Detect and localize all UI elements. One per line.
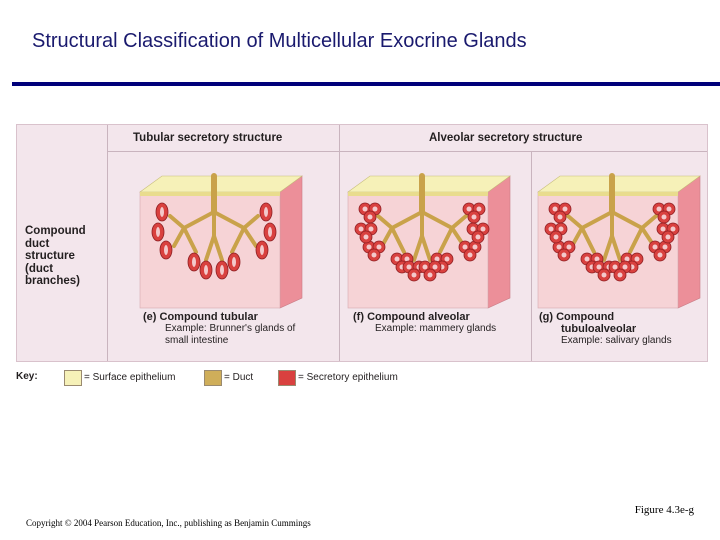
alveolus-lumen	[473, 245, 478, 250]
alveolus-lumen	[635, 257, 640, 262]
caption-title: Compound tubular	[159, 311, 258, 323]
alveolus-lumen	[671, 227, 676, 232]
alveolus-lumen	[613, 265, 618, 270]
caption-title: Compound alveolar	[367, 311, 470, 323]
alveolus-lumen	[653, 245, 658, 250]
surface-epithelium	[538, 176, 700, 192]
alveolus-lumen	[463, 245, 468, 250]
alveolus-lumen	[468, 253, 473, 258]
alveolus-lumen	[597, 265, 602, 270]
caption-title: Compound	[556, 311, 615, 323]
caption-letter: (f)	[353, 311, 364, 323]
alveolus-lumen	[618, 273, 623, 278]
tubule-lumen	[220, 265, 224, 275]
alveolus-lumen	[359, 227, 364, 232]
tissue-side-face	[280, 176, 302, 308]
tubule-lumen	[260, 245, 264, 255]
alveolus-lumen	[372, 253, 377, 258]
alveolus-lumen	[369, 227, 374, 232]
caption-example: Example: Brunner's glands of	[165, 323, 296, 334]
figure-reference: Figure 4.3e-g	[634, 504, 694, 516]
row-label-line: duct	[25, 237, 50, 250]
title-rule	[12, 82, 720, 86]
alveolus-lumen	[477, 207, 482, 212]
alveolus-lumen	[567, 245, 572, 250]
caption-title: tubuloalveolar	[561, 323, 637, 335]
gland-illustrations	[16, 124, 706, 360]
alveolus-lumen	[662, 215, 667, 220]
copyright: Copyright © 2004 Pearson Education, Inc., publishing as Benjamin Cummings	[26, 518, 311, 528]
alveolus-lumen	[553, 207, 558, 212]
slide-title: Structural Classification of Multicellular Exocrine Glands	[32, 30, 527, 52]
tubule-lumen	[268, 227, 272, 237]
swatch-duct	[204, 370, 222, 386]
alveolus-lumen	[471, 227, 476, 232]
swatch-surface-epithelium	[64, 370, 82, 386]
alveolus-lumen	[428, 273, 433, 278]
alveolus-lumen	[559, 227, 564, 232]
row-label-line: (duct	[25, 262, 54, 275]
alveolus-lumen	[557, 245, 562, 250]
key-legend	[16, 370, 436, 386]
key-label: Key:	[16, 371, 38, 382]
caption-letter: (g)	[539, 311, 554, 323]
alveolus-lumen	[412, 273, 417, 278]
alveolus-lumen	[657, 207, 662, 212]
alveolus-lumen	[445, 257, 450, 262]
caption-letter: (e)	[143, 311, 157, 323]
tubule-lumen	[204, 265, 208, 275]
alveolus-lumen	[562, 253, 567, 258]
key-item-secretory-epithelium: = Secretory epithelium	[298, 372, 398, 383]
row-label-line: Compound	[25, 225, 86, 237]
alveolus-lumen	[585, 257, 590, 262]
alveolus-lumen	[476, 235, 481, 240]
alveolus-lumen	[373, 207, 378, 212]
tubule-lumen	[264, 207, 268, 217]
alveolus-lumen	[658, 253, 663, 258]
alveolus-lumen	[623, 265, 628, 270]
alveolus-lumen	[467, 207, 472, 212]
alveolus-lumen	[368, 215, 373, 220]
alveolus-lumen	[666, 235, 671, 240]
header-tubular: Tubular secretory structure	[133, 132, 283, 144]
surface-epithelium-edge	[348, 192, 488, 196]
alveolus-lumen	[364, 235, 369, 240]
alveolus-lumen	[554, 235, 559, 240]
surface-epithelium	[140, 176, 302, 192]
row-label-line: structure	[25, 250, 75, 262]
key-item-surface-epithelium: = Surface epithelium	[84, 372, 176, 383]
alveolus-lumen	[663, 245, 668, 250]
alveolus-lumen	[481, 227, 486, 232]
alveolus-lumen	[423, 265, 428, 270]
tubule-lumen	[192, 257, 196, 267]
tubule-lumen	[156, 227, 160, 237]
caption-example: Example: salivary glands	[561, 335, 672, 346]
tubule-lumen	[160, 207, 164, 217]
surface-epithelium	[348, 176, 510, 192]
alveolus-lumen	[563, 207, 568, 212]
alveolus-lumen	[433, 265, 438, 270]
alveolus-lumen	[472, 215, 477, 220]
tubule-lumen	[232, 257, 236, 267]
alveolus-lumen	[363, 207, 368, 212]
surface-epithelium-edge	[538, 192, 678, 196]
alveolus-lumen	[377, 245, 382, 250]
alveolus-lumen	[661, 227, 666, 232]
alveolus-lumen	[367, 245, 372, 250]
alveolus-lumen	[558, 215, 563, 220]
surface-epithelium-edge	[140, 192, 280, 196]
tubule-lumen	[164, 245, 168, 255]
alveolus-lumen	[667, 207, 672, 212]
alveolus-lumen	[549, 227, 554, 232]
alveolus-lumen	[395, 257, 400, 262]
row-label-line: branches)	[25, 275, 80, 287]
tissue-side-face	[488, 176, 510, 308]
header-alveolar: Alveolar secretory structure	[429, 132, 583, 144]
alveolus-lumen	[602, 273, 607, 278]
caption-example: small intestine	[165, 335, 229, 346]
alveolus-lumen	[407, 265, 412, 270]
swatch-secretory-epithelium	[278, 370, 296, 386]
key-item-duct: = Duct	[224, 372, 254, 383]
tissue-side-face	[678, 176, 700, 308]
caption-example: Example: mammery glands	[375, 323, 497, 334]
